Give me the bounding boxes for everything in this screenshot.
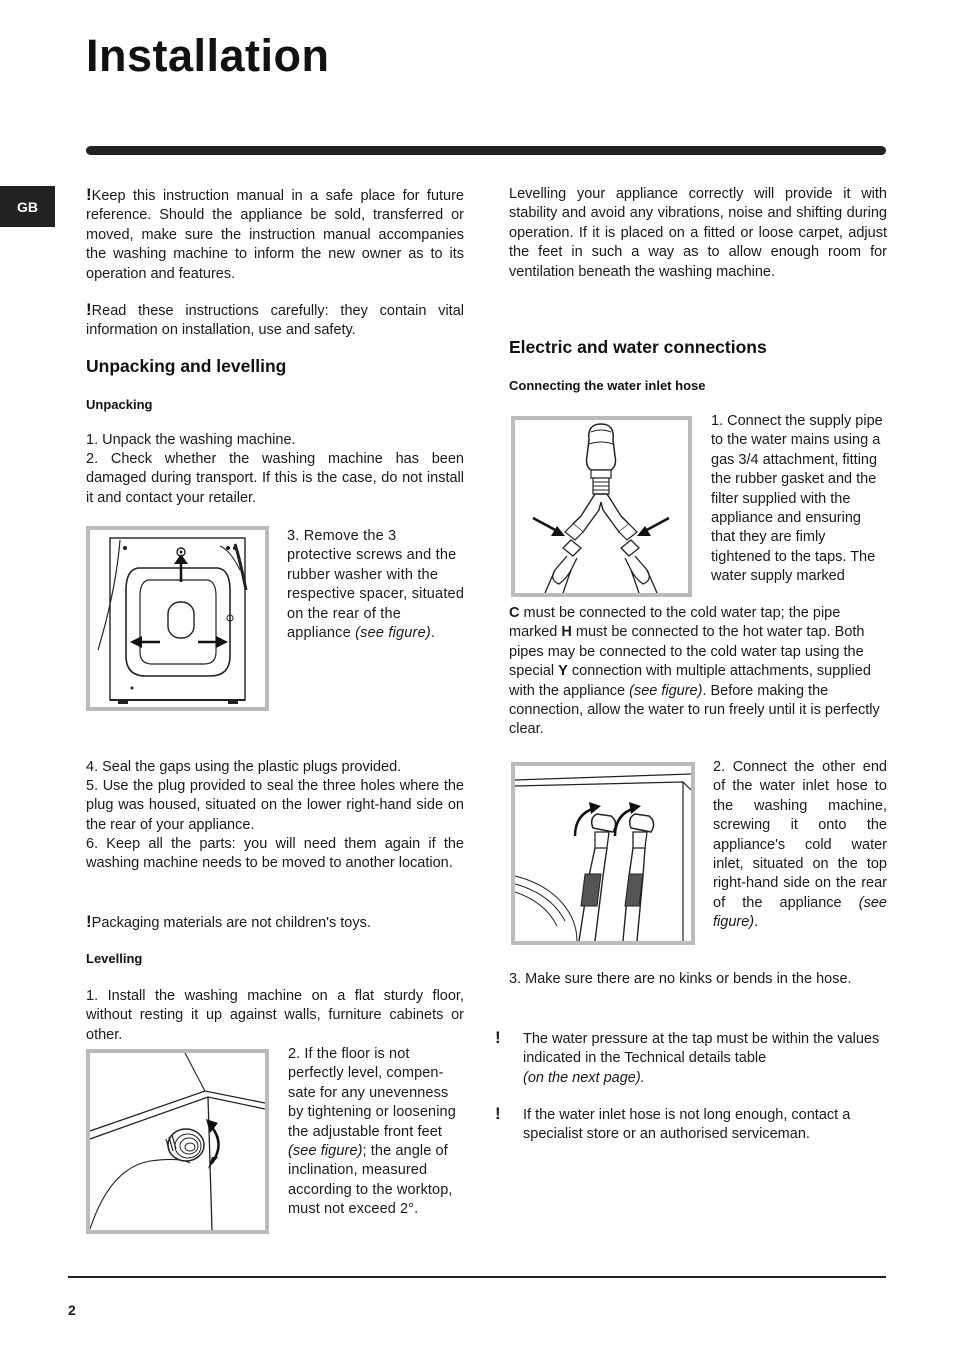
unpack-step-3: 3. Remove the 3 protective screws and the rubber washer with the respective spacer, situated on the rear of the appliance (see figure). bbox=[287, 528, 465, 642]
hose-step-2: 2. Connect the other end of the water inlet hose to the washing machine, screwing it onto the appliance's cold water inlet, situated on the top right-hand side on the rear of the appliance (see figure). bbox=[713, 759, 887, 931]
level-step-1: 1. Install the washing machine on a flat sturdy floor, without resting it up against walls, furniture cabinets or other. bbox=[86, 988, 464, 1043]
page-title: Installation bbox=[86, 30, 330, 81]
hose-step-1-intro: 1. Connect the supply pipe to the water mains using a gas 3/4 attachment, fitting the rubber gasket and the filter supplied with the appliance and ensuring that they are fimly tightened to the taps. The water supply marked bbox=[711, 413, 883, 585]
intro-paragraph-2: !Read these instructions carefully: they contain vital information on installation, use and safety. bbox=[86, 300, 464, 339]
hose-length-warning: ! If the water inlet hose is not long enough, contact a specialist store or an authorised serviceman. bbox=[495, 1104, 851, 1143]
packaging-warning: !Packaging materials are not children's toys. bbox=[86, 912, 371, 931]
warning-icon: ! bbox=[86, 300, 92, 319]
y-connection-figure bbox=[511, 416, 692, 597]
letter-h-label: H bbox=[561, 624, 572, 641]
hose-step-3: 3. Make sure there are no kinks or bends in the hose. bbox=[509, 971, 852, 987]
rear-panel-illustration bbox=[90, 530, 265, 707]
intro-paragraph-1: !Keep this instruction manual in a safe place for future reference. Should the appliance be sold, transferred or moved, make sure the instruction manual accompanies the washing machine to inform the new owner as to its operation and features. bbox=[86, 185, 464, 282]
adjustable-foot-illustration bbox=[90, 1053, 265, 1230]
unpack-step-5: 5. Use the plug provided to seal the three holes where the plug was housed, situated on the lower right-hand side on the rear of your appliance. bbox=[86, 778, 464, 833]
letter-y-label: Y bbox=[558, 663, 568, 680]
warning-icon: ! bbox=[495, 1028, 501, 1047]
header-rule bbox=[86, 146, 886, 155]
page-number: 2 bbox=[68, 1302, 76, 1318]
level-step-2: 2. If the floor is not perfectly level, compen-sate for any unevenness by tightening or loosening the adjustable front feet (see figure); the angle of inclination, measured according to the worktop, must not exceed 2°. bbox=[288, 1046, 456, 1218]
letter-c-label: C bbox=[509, 605, 520, 621]
warning-icon: ! bbox=[495, 1104, 501, 1123]
levelling-paragraph: Levelling your appliance correctly will provide it with stability and avoid any vibrations, noise and shifting during operation. If it is placed on a fitted or loose carpet, adjust the feet in such a way as to allow enough room for ventilation beneath the washing machine. bbox=[509, 186, 887, 280]
unpack-step-1: 1. Unpack the washing machine. bbox=[86, 432, 296, 448]
water-inlet-illustration bbox=[515, 766, 691, 941]
unpack-step-4: 4. Seal the gaps using the plastic plugs provided. bbox=[86, 759, 402, 775]
heading-electric-water-connections: Electric and water connections bbox=[509, 337, 767, 357]
subheading-levelling: Levelling bbox=[86, 951, 143, 966]
rear-panel-figure bbox=[86, 526, 269, 711]
y-connection-illustration bbox=[515, 420, 688, 593]
hose-step-1-continued: C must be connected to the cold water tap; the pipe marked H must be connected to the hot water tap. Both pipes may be connected to the cold water tap using the special Y connection with multiple attachments, supplied with the appliance (see figure). Before making the connection, allow the water to run freely until it is perfectly clear. bbox=[509, 605, 880, 738]
heading-unpacking-levelling: Unpacking and levelling bbox=[86, 356, 287, 376]
footer-rule bbox=[68, 1276, 886, 1278]
unpack-step-6: 6. Keep all the parts: you will need them again if the washing machine needs to be moved to another location. bbox=[86, 836, 464, 872]
unpack-step-2: 2. Check whether the washing machine has been damaged during transport. If this is the case, do not install it and contact your retailer. bbox=[86, 451, 464, 506]
subheading-unpacking: Unpacking bbox=[86, 397, 153, 412]
warning-icon: ! bbox=[86, 912, 92, 931]
adjustable-foot-figure bbox=[86, 1049, 269, 1234]
language-tab: GB bbox=[0, 186, 55, 227]
water-inlet-figure bbox=[511, 762, 695, 945]
subheading-water-inlet-hose: Connecting the water inlet hose bbox=[509, 378, 706, 393]
pressure-warning: ! The water pressure at the tap must be within the values indicated in the Technical details table (on the next page). bbox=[495, 1028, 880, 1086]
warning-icon: ! bbox=[86, 185, 92, 204]
